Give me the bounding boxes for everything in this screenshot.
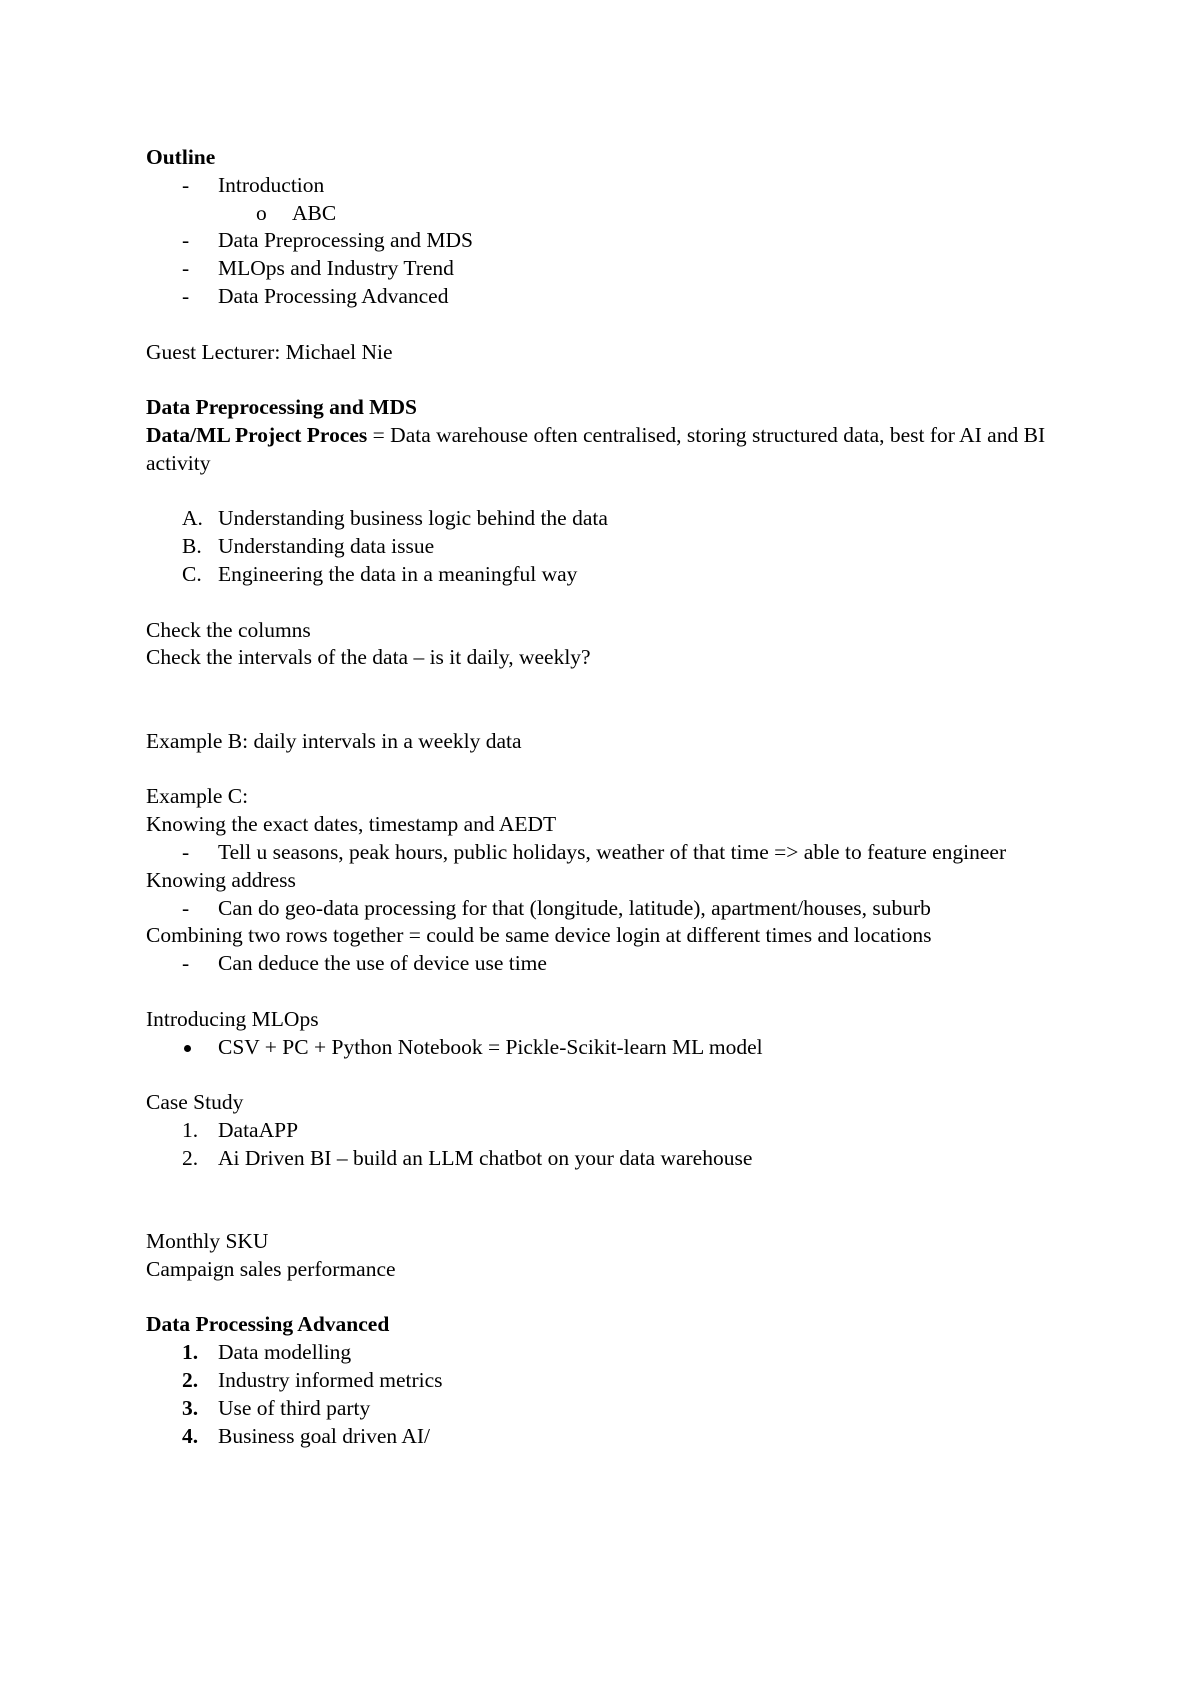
example-c: Example C:	[146, 784, 249, 809]
dash-marker: -	[182, 839, 190, 864]
step-item: B. Understanding data issue	[182, 534, 435, 559]
dash-marker: -	[182, 895, 190, 920]
knowing-address: Knowing address	[146, 867, 296, 892]
knowing-dates: Knowing the exact dates, timestamp and AEDT	[146, 812, 557, 837]
guest-lecturer: Guest Lecturer: Michael Nie	[146, 339, 393, 364]
case-item: 2. Ai Driven BI – build an LLM chatbot on your data warehouse	[182, 1145, 753, 1170]
dash-marker: -	[182, 228, 190, 253]
deduce-item: - Can deduce the use of device use time	[146, 950, 1066, 978]
section-heading-advanced: Data Processing Advanced	[146, 1312, 390, 1337]
advanced-item: 2. Industry informed metrics	[182, 1368, 443, 1393]
check-intervals: Check the intervals of the data – is it daily, weekly?	[146, 645, 591, 670]
step-item: A. Understanding business logic behind the data	[182, 506, 608, 531]
project-process-paragraph	[146, 422, 1066, 478]
dash-marker: -	[182, 951, 190, 976]
geo-item: - Can do geo-data processing for that (longitude, latitude), apartment/houses, suburb	[146, 895, 1066, 923]
advanced-item: 1. Data modelling	[182, 1340, 352, 1365]
dash-marker: -	[182, 256, 190, 281]
combining-rows: Combining two rows together = could be same device login at different times and locations	[146, 923, 932, 948]
outline-item: - Data Preprocessing and MDS	[146, 227, 1066, 255]
outline-item: - Introduction	[146, 172, 1066, 200]
case-study-heading: Case Study	[146, 1090, 244, 1115]
mlops-bullet-item: CSV + PC + Python Notebook = Pickle-Scikit-learn ML model	[146, 1034, 1066, 1062]
outline-subitem: o ABC	[146, 200, 1066, 228]
check-columns: Check the columns	[146, 617, 311, 642]
outline-item: - Data Processing Advanced	[146, 283, 1066, 311]
step-item: C. Engineering the data in a meaningful way	[182, 561, 578, 586]
project-process-label: Data/ML Project Proces	[146, 422, 368, 447]
section-heading-preprocessing: Data Preprocessing and MDS	[146, 395, 417, 420]
advanced-item: 4. Business goal driven AI/	[182, 1423, 430, 1448]
tell-seasons-item: - Tell u seasons, peak hours, public holidays, weather of that time => able to feature engineer	[146, 839, 1018, 867]
monthly-sku: Monthly SKU	[146, 1229, 269, 1254]
case-item: 1. DataAPP	[182, 1117, 299, 1142]
advanced-item: 3. Use of third party	[182, 1395, 371, 1420]
dash-marker: -	[182, 283, 190, 308]
outline-item: - MLOps and Industry Trend	[146, 255, 1066, 283]
circle-marker: o	[256, 200, 267, 225]
project-process-text: = Data warehouse often centralised, storing structured data, best for AI and BI activity	[146, 422, 1046, 475]
document-body	[146, 144, 1066, 1450]
dash-marker: -	[182, 172, 190, 197]
example-b: Example B: daily intervals in a weekly data	[146, 728, 522, 753]
campaign-sales: Campaign sales performance	[146, 1256, 396, 1281]
outline-heading: Outline	[146, 145, 216, 169]
bullet-icon	[184, 1045, 191, 1052]
introducing-mlops: Introducing MLOps	[146, 1006, 319, 1031]
